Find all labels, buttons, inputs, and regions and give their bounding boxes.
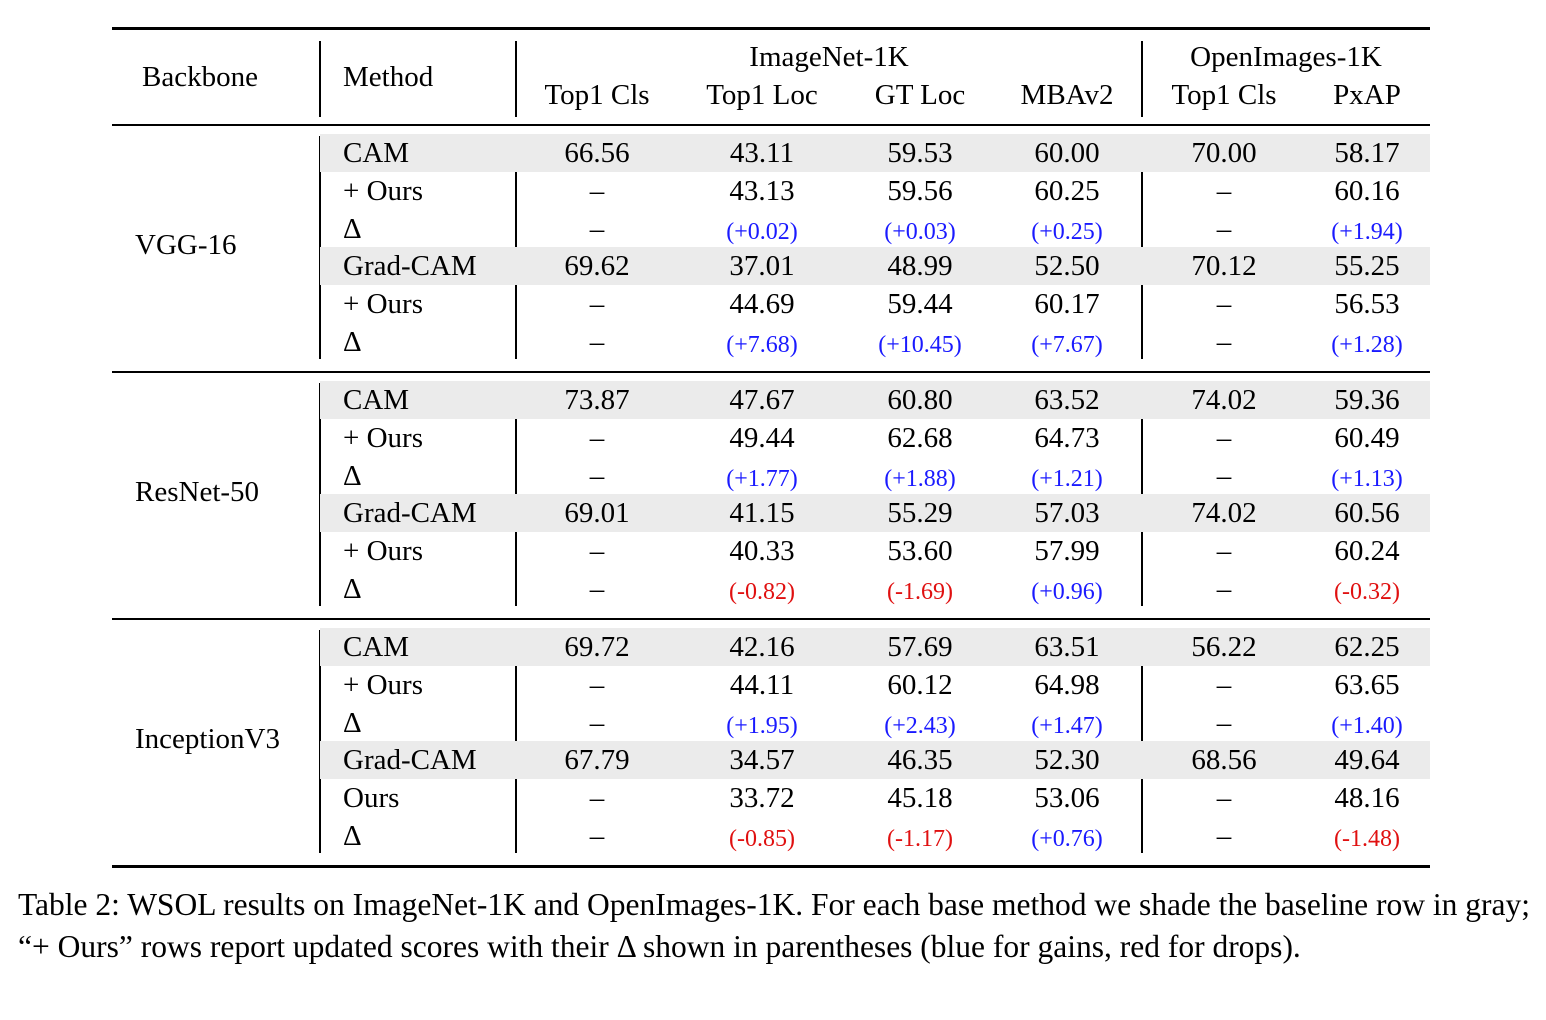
delta-cell: (+1.94) <box>1331 218 1403 245</box>
value-cell: – <box>1216 782 1232 815</box>
value-cell: 63.65 <box>1334 668 1400 701</box>
value-cell: – <box>589 573 605 605</box>
delta-cell: (+1.77) <box>726 465 798 492</box>
block-rule <box>112 371 1430 373</box>
method-cell: Δ <box>343 820 362 852</box>
backbone-label: InceptionV3 <box>135 723 280 756</box>
method-cell: CAM <box>343 137 410 169</box>
value-cell: 59.36 <box>1334 384 1400 416</box>
value-cell: 57.69 <box>887 631 953 663</box>
value-cell: – <box>1216 820 1232 852</box>
value-cell: 60.00 <box>1034 137 1100 169</box>
value-cell: 62.25 <box>1334 631 1400 663</box>
method-cell: + Ours <box>343 288 423 321</box>
header-col-top1-cls: Top1 Cls <box>544 79 650 111</box>
value-cell: 60.49 <box>1334 421 1400 454</box>
bottom-rule <box>112 865 1430 868</box>
value-cell: 67.79 <box>564 744 630 777</box>
value-cell: 33.72 <box>729 782 795 815</box>
delta-cell: (+1.13) <box>1331 465 1403 492</box>
value-cell: 60.25 <box>1034 174 1100 207</box>
value-cell: – <box>589 820 605 852</box>
method-cell: Δ <box>343 326 362 358</box>
delta-cell: (-0.32) <box>1334 579 1400 605</box>
method-cell: Δ <box>343 573 362 605</box>
value-cell: 59.44 <box>887 288 953 321</box>
value-cell: 44.11 <box>729 668 795 701</box>
value-cell: 74.02 <box>1191 497 1257 530</box>
method-cell: + Ours <box>343 174 423 207</box>
value-cell: 49.44 <box>729 421 795 454</box>
value-cell: – <box>1216 174 1232 207</box>
delta-cell: (-1.69) <box>887 579 953 605</box>
value-cell: 45.18 <box>887 782 953 815</box>
value-cell: 53.06 <box>1034 782 1100 815</box>
value-cell: – <box>1216 212 1232 245</box>
value-cell: 52.50 <box>1034 250 1100 283</box>
value-cell: 60.80 <box>887 384 953 416</box>
value-cell: 48.16 <box>1334 782 1400 815</box>
method-cell: Ours <box>343 782 400 815</box>
col-divider <box>319 41 321 117</box>
value-cell: 62.68 <box>887 421 953 454</box>
value-cell: – <box>589 421 605 454</box>
value-cell: 55.29 <box>887 497 953 530</box>
value-cell: – <box>589 706 605 739</box>
value-cell: – <box>1216 668 1232 701</box>
value-cell: – <box>589 212 605 245</box>
delta-cell: (+10.45) <box>878 332 962 358</box>
value-cell: 73.87 <box>564 384 630 416</box>
method-cell: + Ours <box>343 668 423 701</box>
header-col-gt-loc: GT Loc <box>874 79 966 111</box>
header-col-pxap: PxAP <box>1333 79 1401 111</box>
method-cell: Grad-CAM <box>343 497 477 530</box>
header-group-imagenet: ImageNet-1K <box>749 41 909 73</box>
value-cell: 63.51 <box>1034 631 1100 663</box>
value-cell: 41.15 <box>729 497 795 530</box>
value-cell: 59.56 <box>887 174 953 207</box>
value-cell: 49.64 <box>1334 744 1400 777</box>
method-cell: Δ <box>343 212 362 245</box>
value-cell: 59.53 <box>887 137 953 169</box>
value-cell: 57.03 <box>1034 497 1100 530</box>
value-cell: 63.52 <box>1034 384 1100 416</box>
value-cell: – <box>1216 706 1232 739</box>
value-cell: 60.16 <box>1334 174 1400 207</box>
value-cell: 55.25 <box>1334 250 1400 283</box>
delta-cell: (-1.17) <box>887 826 953 852</box>
value-cell: 69.72 <box>564 631 630 663</box>
delta-cell: (+1.28) <box>1331 332 1403 358</box>
value-cell: – <box>589 782 605 815</box>
value-cell: 60.24 <box>1334 535 1400 568</box>
table-caption: Table 2: WSOL results on ImageNet-1K and OpenImages-1K. For each base method we shade the baseline row in gray; “+ Ours” rows report updated scores with their Δ shown in parentheses (blue for gains, red for drops). <box>18 887 1530 964</box>
value-cell: – <box>1216 421 1232 454</box>
value-cell: 69.62 <box>564 250 630 283</box>
method-cell: Δ <box>343 459 362 492</box>
delta-cell: (+0.96) <box>1031 579 1103 605</box>
value-cell: 74.02 <box>1191 384 1257 416</box>
value-cell: 60.12 <box>887 668 953 701</box>
method-cell: CAM <box>343 384 410 416</box>
value-cell: 40.33 <box>729 535 795 568</box>
value-cell: – <box>589 668 605 701</box>
results-table <box>112 27 1430 869</box>
delta-cell: (-0.82) <box>729 579 795 605</box>
backbone-label: ResNet-50 <box>135 476 260 509</box>
method-cell: Grad-CAM <box>343 744 477 777</box>
delta-cell: (+0.03) <box>884 218 956 245</box>
value-cell: 37.01 <box>729 250 795 283</box>
method-cell: Δ <box>343 706 362 739</box>
value-cell: 69.01 <box>564 497 630 530</box>
value-cell: 64.73 <box>1034 421 1100 454</box>
header-col-mbav2: MBAv2 <box>1020 79 1114 111</box>
value-cell: 56.22 <box>1191 631 1257 663</box>
value-cell: 34.57 <box>729 744 795 777</box>
value-cell: 47.67 <box>729 384 795 416</box>
value-cell: 44.69 <box>729 288 795 321</box>
delta-cell: (-0.85) <box>729 826 795 852</box>
value-cell: 56.53 <box>1334 288 1400 321</box>
delta-cell: (+1.47) <box>1031 712 1103 739</box>
delta-cell: (+7.68) <box>726 332 798 358</box>
backbone-label: VGG-16 <box>135 229 237 262</box>
value-cell: 46.35 <box>887 744 953 777</box>
method-cell: CAM <box>343 631 410 663</box>
value-cell: 64.98 <box>1034 668 1100 701</box>
header-col-oi-top1-cls: Top1 Cls <box>1171 79 1277 111</box>
value-cell: – <box>589 459 605 492</box>
value-cell: – <box>1216 326 1232 358</box>
header-group-openimages: OpenImages-1K <box>1190 41 1382 73</box>
method-cell: + Ours <box>343 535 423 568</box>
value-cell: – <box>589 174 605 207</box>
value-cell: 57.99 <box>1034 535 1100 568</box>
value-cell: 52.30 <box>1034 744 1100 777</box>
value-cell: – <box>1216 459 1232 492</box>
header-method: Method <box>343 61 434 93</box>
value-cell: 70.00 <box>1191 137 1257 169</box>
delta-cell: (+0.02) <box>726 218 798 245</box>
delta-cell: (+7.67) <box>1031 332 1103 358</box>
value-cell: – <box>589 326 605 358</box>
delta-cell: (+1.95) <box>726 712 798 739</box>
value-cell: 60.17 <box>1034 288 1100 321</box>
value-cell: 70.12 <box>1191 250 1257 283</box>
value-cell: 43.11 <box>729 137 795 169</box>
delta-cell: (+1.21) <box>1031 465 1103 492</box>
header-rule <box>112 124 1430 126</box>
value-cell: 42.16 <box>729 631 795 663</box>
method-cell: + Ours <box>343 421 423 454</box>
delta-cell: (+0.76) <box>1031 826 1103 852</box>
header-backbone: Backbone <box>142 61 258 93</box>
value-cell: – <box>1216 573 1232 605</box>
value-cell: 43.13 <box>729 174 795 207</box>
value-cell: – <box>589 535 605 568</box>
value-cell: 60.56 <box>1334 497 1400 530</box>
value-cell: 66.56 <box>564 137 630 169</box>
value-cell: 53.60 <box>887 535 953 568</box>
delta-cell: (-1.48) <box>1334 826 1400 852</box>
delta-cell: (+0.25) <box>1031 218 1103 245</box>
block-rule <box>112 618 1430 620</box>
value-cell: – <box>1216 535 1232 568</box>
value-cell: 48.99 <box>887 250 953 283</box>
top-rule <box>112 27 1430 30</box>
delta-cell: (+1.88) <box>884 465 956 492</box>
value-cell: – <box>1216 288 1232 321</box>
value-cell: – <box>589 288 605 321</box>
header-col-top1-loc: Top1 Loc <box>706 79 818 111</box>
method-cell: Grad-CAM <box>343 250 477 283</box>
value-cell: 58.17 <box>1334 137 1400 169</box>
delta-cell: (+1.40) <box>1331 712 1403 739</box>
value-cell: 68.56 <box>1191 744 1257 777</box>
delta-cell: (+2.43) <box>884 712 956 739</box>
